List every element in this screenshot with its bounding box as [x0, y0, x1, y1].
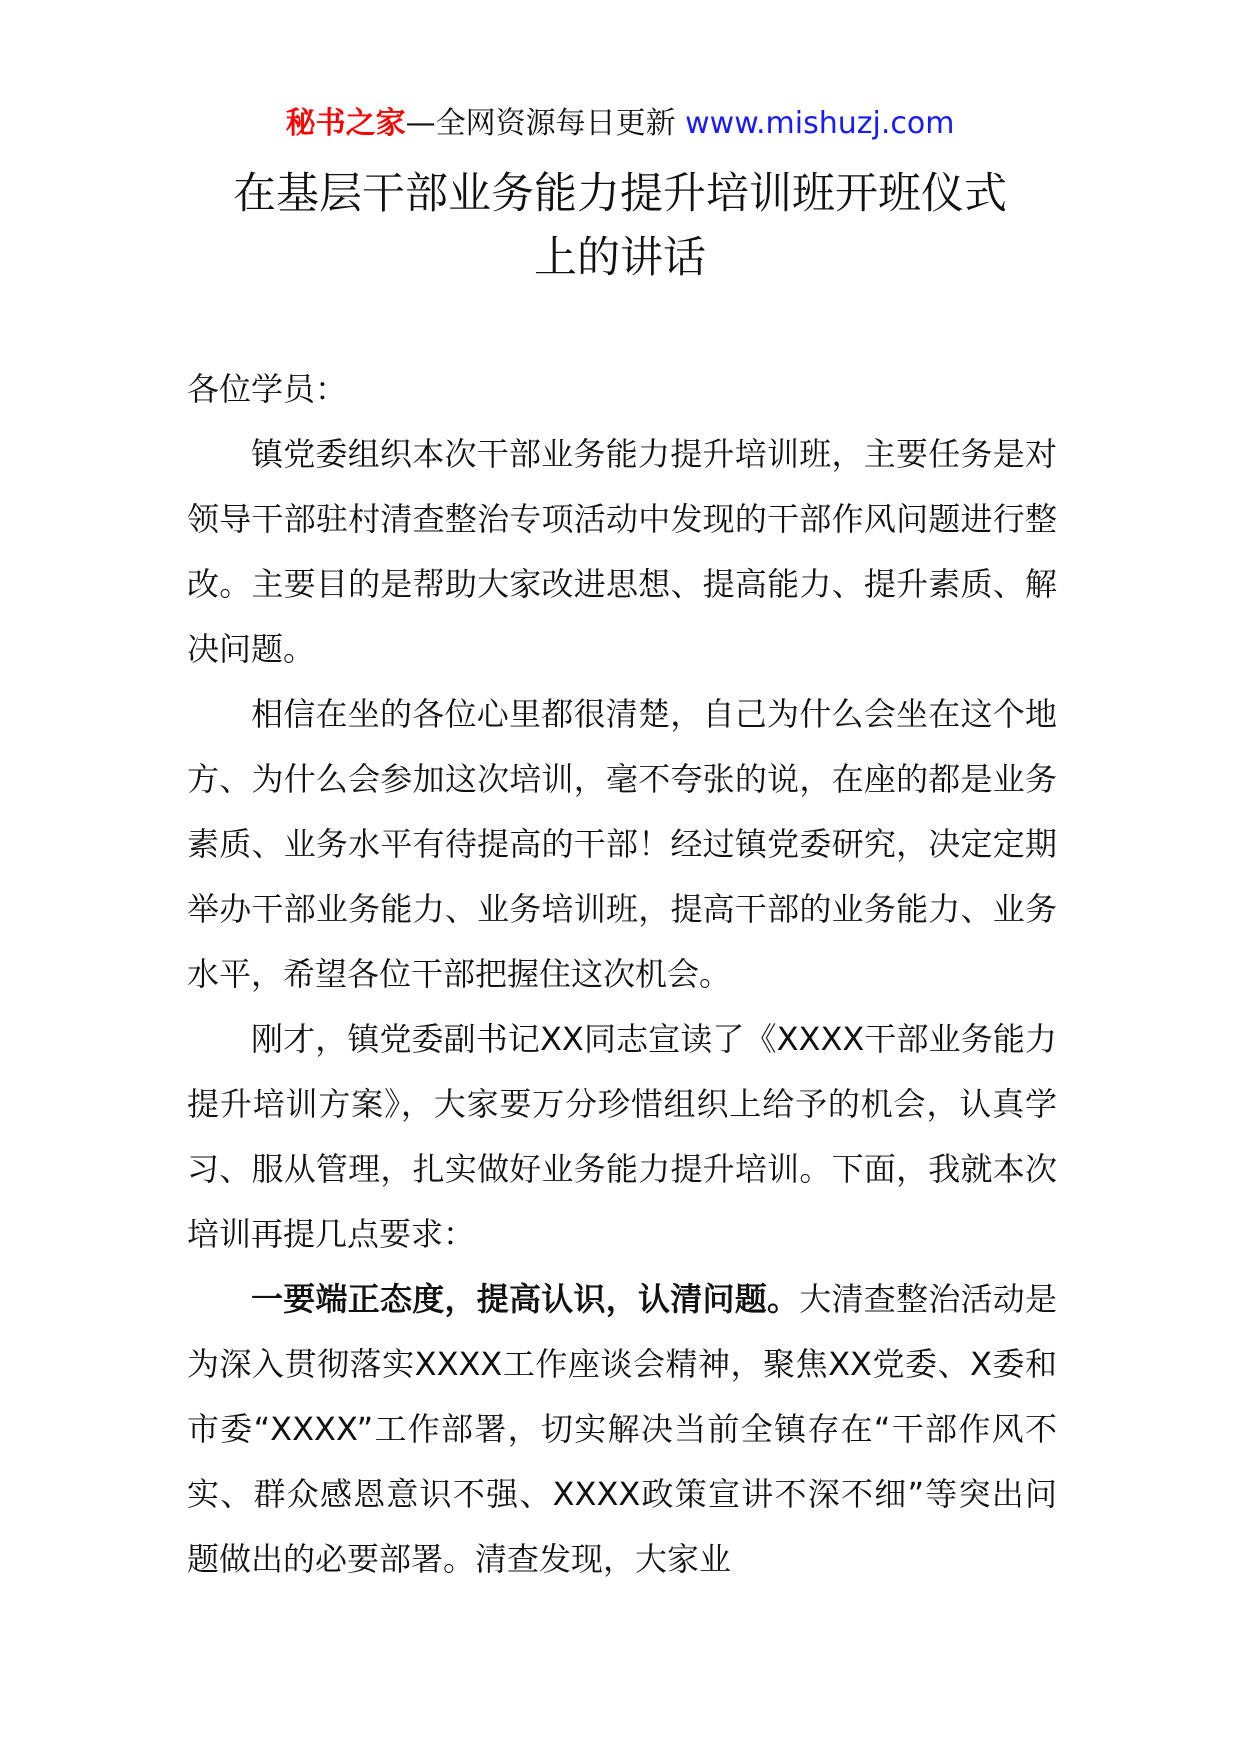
paragraph-4 — [187, 1267, 1057, 1592]
title-line-2: 上的讲话 — [534, 233, 706, 283]
paragraph-3: 刚才，镇党委副书记XX同志宣读了《XXXX干部业务能力提升培训方案》，大家要万分珍惜组织上给予的机会，认真学习、服从管理，扎实做好业务能力提升培训。下面，我就本次培训再提几点要求： — [187, 1020, 1057, 1253]
paragraph-4-lead: 一要端正态度，提高认识，认清问题。 — [251, 1280, 800, 1318]
brand-name: 秘书之家 — [285, 106, 406, 141]
document-title — [150, 162, 1090, 290]
title-line-1: 在基层干部业务能力提升培训班开班仪式 — [233, 169, 1007, 219]
document-body — [187, 357, 1057, 1592]
site-header — [0, 104, 1240, 144]
paragraph-1: 镇党委组织本次干部业务能力提升培训班，主要任务是对领导干部驻村清查整治专项活动中发现的干部作风问题进行整改。主要目的是帮助大家改进思想、提高能力、提升素质、解决问题。 — [187, 435, 1057, 668]
paragraph-2: 相信在坐的各位心里都很清楚，自己为什么会坐在这个地方、为什么会参加这次培训，毫不夸张的说，在座的都是业务素质、业务水平有待提高的干部！经过镇党委研究，决定定期举办干部业务能力、业务培训班，提高干部的业务能力、业务水平，希望各位干部把握住这次机会。 — [187, 695, 1057, 993]
paragraph-4-text: 大清查整治活动是为深入贯彻落实XXXX工作座谈会精神，聚焦XX党委、X委和市委“XXXX”工作部署，切实解决当前全镇存在“干部作风不实、群众感恩意识不强、XXXX政策宣讲不深不细”等突出问题做出的必要部署。清查发现，大家业 — [187, 1280, 1057, 1578]
salutation: 各位学员： — [187, 370, 348, 408]
header-tagline: —全网资源每日更新 — [405, 106, 676, 141]
site-url-link[interactable]: www.mishuzj.com — [685, 106, 955, 141]
